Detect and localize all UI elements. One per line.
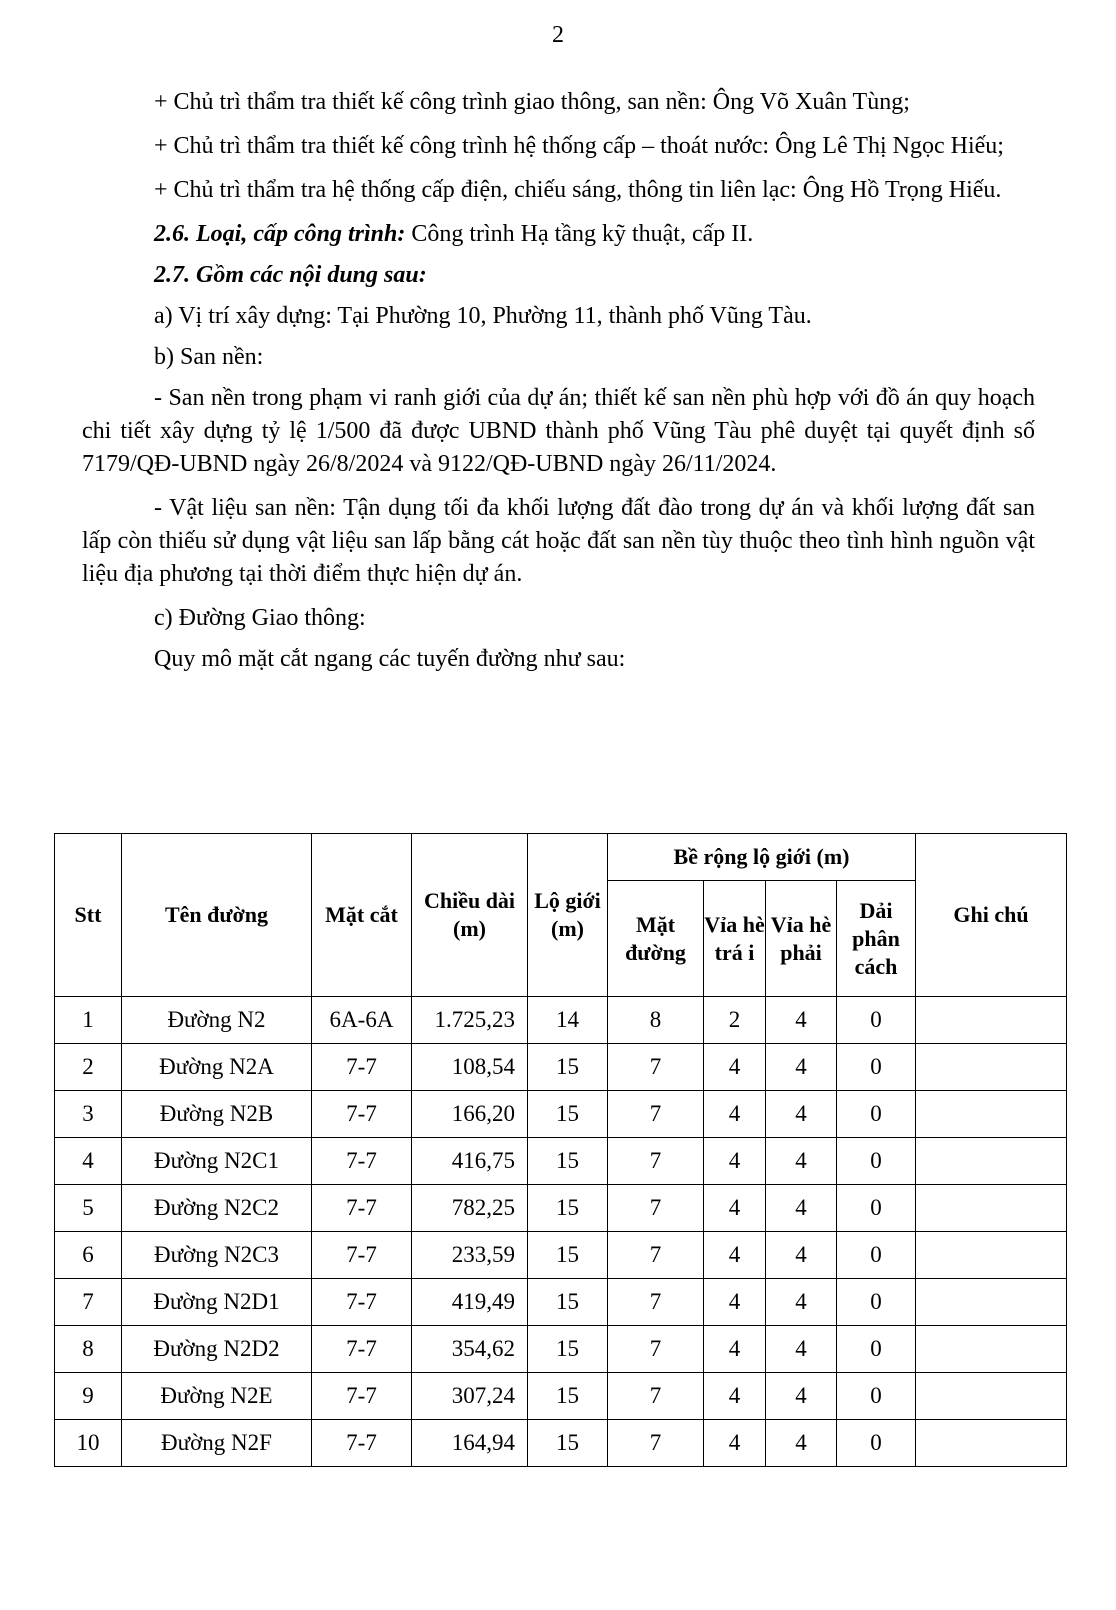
cell-dai-phan-cach: 0 [837, 1044, 916, 1091]
cell-via-he-trai: 4 [704, 1373, 766, 1420]
cell-road-name: Đường N2C1 [122, 1138, 312, 1185]
cell-length: 108,54 [412, 1044, 528, 1091]
cell-mat-duong: 7 [608, 1185, 704, 1232]
header-dai-phan-cach: Dải phân cách [837, 881, 916, 997]
cell-stt: 2 [55, 1044, 122, 1091]
table-header-row [55, 834, 1067, 881]
cell-dai-phan-cach: 0 [837, 1420, 916, 1467]
cell-mat-duong: 7 [608, 1091, 704, 1138]
section-heading-2-6: 2.6. Loại, cấp công trình: [154, 221, 406, 247]
paragraph-electric-reviewer: + Chủ trì thẩm tra hệ thống cấp điện, chiếu sáng, thông tin liên lạc: Ông Hồ Trọng Hiếu. [154, 177, 1002, 203]
cell-stt: 8 [55, 1326, 122, 1373]
cell-stt: 1 [55, 997, 122, 1044]
cell-stt: 3 [55, 1091, 122, 1138]
cell-via-he-phai: 4 [766, 1326, 837, 1373]
cell-section: 7-7 [312, 1044, 412, 1091]
cell-via-he-phai: 4 [766, 997, 837, 1044]
cell-via-he-phai: 4 [766, 1279, 837, 1326]
header-stt: Stt [55, 834, 122, 997]
cell-dai-phan-cach: 0 [837, 1279, 916, 1326]
cell-road-name: Đường N2D1 [122, 1279, 312, 1326]
cell-note [916, 1326, 1067, 1373]
cell-via-he-phai: 4 [766, 1091, 837, 1138]
cell-note [916, 1420, 1067, 1467]
cell-dai-phan-cach: 0 [837, 1232, 916, 1279]
cell-dai-phan-cach: 0 [837, 1185, 916, 1232]
cell-mat-duong: 7 [608, 1420, 704, 1467]
paragraph-leveling-material: - Vật liệu san nền: Tận dụng tối đa khối lượng đất đào trong dự án và khối lượng đất san lấp còn thiếu sử dụng vật liệu san lấp bằng cát hoặc đất san nền tùy thuộc theo tình hình nguồn vật liệu địa phương tại thời điểm thực hiện dự án. [82, 495, 1035, 587]
cell-length: 166,20 [412, 1091, 528, 1138]
table-row [55, 1138, 1067, 1185]
header-note: Ghi chú [916, 834, 1067, 997]
header-length: Chiều dài (m) [412, 834, 528, 997]
cell-length: 416,75 [412, 1138, 528, 1185]
cell-road-name: Đường N2C3 [122, 1232, 312, 1279]
cell-section: 7-7 [312, 1138, 412, 1185]
header-via-he-phai: Vỉa hè phải [766, 881, 837, 997]
cell-lo-gioi: 15 [528, 1232, 608, 1279]
cell-stt: 6 [55, 1232, 122, 1279]
cell-note [916, 997, 1067, 1044]
cell-lo-gioi: 15 [528, 1326, 608, 1373]
table-row [55, 1044, 1067, 1091]
cell-stt: 10 [55, 1420, 122, 1467]
cell-length: 782,25 [412, 1185, 528, 1232]
cell-via-he-phai: 4 [766, 1373, 837, 1420]
cell-via-he-trai: 4 [704, 1138, 766, 1185]
cell-mat-duong: 7 [608, 1044, 704, 1091]
table-row [55, 1373, 1067, 1420]
cell-stt: 5 [55, 1185, 122, 1232]
cell-via-he-phai: 4 [766, 1232, 837, 1279]
project-class-text: Công trình Hạ tầng kỹ thuật, cấp II. [405, 221, 754, 247]
paragraph-location: a) Vị trí xây dựng: Tại Phường 10, Phường 11, thành phố Vũng Tàu. [154, 303, 812, 329]
cell-via-he-trai: 4 [704, 1326, 766, 1373]
table-row [55, 997, 1067, 1044]
table-row [55, 1420, 1067, 1467]
cell-mat-duong: 7 [608, 1373, 704, 1420]
cell-lo-gioi: 14 [528, 997, 608, 1044]
table-row [55, 1185, 1067, 1232]
paragraph-project-class [82, 218, 1035, 251]
cell-dai-phan-cach: 0 [837, 1091, 916, 1138]
paragraph-contents-heading [82, 259, 1035, 292]
cell-note [916, 1232, 1067, 1279]
cell-note [916, 1044, 1067, 1091]
cell-section: 7-7 [312, 1373, 412, 1420]
table-row [55, 1326, 1067, 1373]
cell-stt: 9 [55, 1373, 122, 1420]
cell-length: 164,94 [412, 1420, 528, 1467]
cell-via-he-trai: 4 [704, 1420, 766, 1467]
document-body [82, 86, 1035, 684]
cell-section: 7-7 [312, 1420, 412, 1467]
cell-road-name: Đường N2C2 [122, 1185, 312, 1232]
header-via-he-trai: Vỉa hè trá i [704, 881, 766, 997]
cell-note [916, 1373, 1067, 1420]
cell-section: 6A-6A [312, 997, 412, 1044]
cell-via-he-trai: 4 [704, 1091, 766, 1138]
paragraph-table-intro: Quy mô mặt cắt ngang các tuyến đường như sau: [154, 646, 626, 672]
cell-dai-phan-cach: 0 [837, 1373, 916, 1420]
cell-note [916, 1279, 1067, 1326]
cell-section: 7-7 [312, 1091, 412, 1138]
cell-length: 307,24 [412, 1373, 528, 1420]
cell-road-name: Đường N2B [122, 1091, 312, 1138]
cell-lo-gioi: 15 [528, 1373, 608, 1420]
cell-length: 354,62 [412, 1326, 528, 1373]
cell-lo-gioi: 15 [528, 1420, 608, 1467]
cell-dai-phan-cach: 0 [837, 997, 916, 1044]
paragraph-leveling-heading: b) San nền: [154, 344, 264, 370]
cell-road-name: Đường N2A [122, 1044, 312, 1091]
paragraph-traffic-heading: c) Đường Giao thông: [154, 605, 366, 631]
header-lo-gioi: Lộ giới (m) [528, 834, 608, 997]
cell-length: 419,49 [412, 1279, 528, 1326]
cell-road-name: Đường N2 [122, 997, 312, 1044]
cell-dai-phan-cach: 0 [837, 1138, 916, 1185]
cell-stt: 4 [55, 1138, 122, 1185]
cell-lo-gioi: 15 [528, 1138, 608, 1185]
paragraph-water-reviewer: + Chủ trì thẩm tra thiết kế công trình hệ thống cấp – thoát nước: Ông Lê Thị Ngọc Hiếu; [154, 133, 1004, 159]
cell-section: 7-7 [312, 1326, 412, 1373]
cell-mat-duong: 7 [608, 1138, 704, 1185]
cell-dai-phan-cach: 0 [837, 1326, 916, 1373]
cell-via-he-trai: 2 [704, 997, 766, 1044]
cell-lo-gioi: 15 [528, 1279, 608, 1326]
cell-section: 7-7 [312, 1185, 412, 1232]
cell-via-he-trai: 4 [704, 1185, 766, 1232]
cell-mat-duong: 7 [608, 1232, 704, 1279]
cell-via-he-trai: 4 [704, 1279, 766, 1326]
cell-lo-gioi: 15 [528, 1091, 608, 1138]
cell-section: 7-7 [312, 1232, 412, 1279]
cell-road-name: Đường N2F [122, 1420, 312, 1467]
page-number: 2 [552, 22, 564, 48]
header-width-group: Bề rộng lộ giới (m) [608, 834, 916, 881]
cell-mat-duong: 8 [608, 997, 704, 1044]
cell-via-he-trai: 4 [704, 1044, 766, 1091]
road-cross-section-table [54, 833, 1067, 1467]
header-road-name: Tên đường [122, 834, 312, 997]
cell-note [916, 1185, 1067, 1232]
cell-via-he-phai: 4 [766, 1138, 837, 1185]
cell-via-he-phai: 4 [766, 1185, 837, 1232]
cell-section: 7-7 [312, 1279, 412, 1326]
paragraph-traffic-reviewer: + Chủ trì thẩm tra thiết kế công trình giao thông, san nền: Ông Võ Xuân Tùng; [154, 89, 910, 115]
cell-lo-gioi: 15 [528, 1044, 608, 1091]
cell-road-name: Đường N2E [122, 1373, 312, 1420]
cell-via-he-phai: 4 [766, 1420, 837, 1467]
cell-length: 1.725,23 [412, 997, 528, 1044]
table-row [55, 1279, 1067, 1326]
cell-note [916, 1138, 1067, 1185]
header-section: Mặt cắt [312, 834, 412, 997]
cell-via-he-trai: 4 [704, 1232, 766, 1279]
header-mat-duong: Mặt đường [608, 881, 704, 997]
cell-length: 233,59 [412, 1232, 528, 1279]
cell-note [916, 1091, 1067, 1138]
cell-lo-gioi: 15 [528, 1185, 608, 1232]
table-row [55, 1232, 1067, 1279]
table-row [55, 1091, 1067, 1138]
paragraph-leveling-scope: - San nền trong phạm vi ranh giới của dự án; thiết kế san nền phù hợp với đồ án quy hoạch chi tiết xây dựng tỷ lệ 1/500 đã được UBND thành phố Vũng Tàu phê duyệt tại quyết định số 7179/QĐ-UBND ngày 26/8/2024 và 9122/QĐ-UBND ngày 26/11/2024. [82, 385, 1035, 477]
cell-mat-duong: 7 [608, 1279, 704, 1326]
cell-road-name: Đường N2D2 [122, 1326, 312, 1373]
cell-mat-duong: 7 [608, 1326, 704, 1373]
section-heading-2-7: 2.7. Gồm các nội dung sau: [154, 262, 427, 288]
cell-stt: 7 [55, 1279, 122, 1326]
cell-via-he-phai: 4 [766, 1044, 837, 1091]
